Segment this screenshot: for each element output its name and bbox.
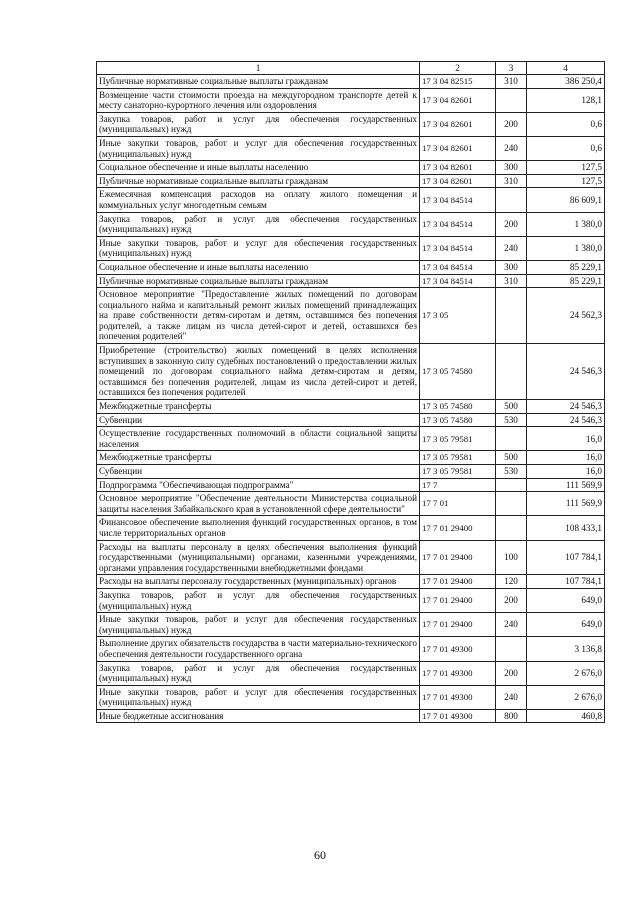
row-expense-type-cell: 500 <box>496 400 527 414</box>
row-amount-cell: 16,0 <box>527 465 605 479</box>
row-amount-cell: 107 784,1 <box>527 575 605 589</box>
row-expense-type-cell <box>496 516 527 540</box>
row-amount-cell: 108 433,1 <box>527 516 605 540</box>
row-expense-type-cell: 120 <box>496 575 527 589</box>
row-code-cell: 17 7 01 49300 <box>420 709 496 723</box>
row-name-cell: Межбюджетные трансферты <box>97 400 420 414</box>
row-expense-type-cell <box>496 478 527 492</box>
table-row <box>97 478 605 492</box>
row-amount-cell: 3 136,8 <box>527 637 605 661</box>
row-amount-cell: 649,0 <box>527 613 605 637</box>
table-row <box>97 516 605 540</box>
row-amount-cell: 111 569,9 <box>527 478 605 492</box>
row-expense-type-cell: 240 <box>496 613 527 637</box>
table-row <box>97 588 605 612</box>
table-row <box>97 661 605 685</box>
table-row <box>97 400 605 414</box>
row-expense-type-cell: 300 <box>496 260 527 274</box>
table-row <box>97 75 605 89</box>
row-expense-type-cell: 310 <box>496 75 527 89</box>
row-expense-type-cell: 530 <box>496 413 527 427</box>
row-expense-type-cell: 100 <box>496 540 527 575</box>
row-expense-type-cell <box>496 288 527 344</box>
row-expense-type-cell: 300 <box>496 161 527 175</box>
row-code-cell: 17 3 05 74580 <box>420 344 496 400</box>
row-expense-type-cell: 200 <box>496 112 527 136</box>
column-header-4: 4 <box>527 62 605 75</box>
table-row <box>97 136 605 160</box>
row-code-cell: 17 3 04 82601 <box>420 136 496 160</box>
row-name-cell: Выполнение других обязательств государства в части материально-технического обеспечения деятельности государственного органа <box>97 637 420 661</box>
row-amount-cell: 24 546,3 <box>527 400 605 414</box>
row-amount-cell: 460,8 <box>527 709 605 723</box>
row-name-cell: Субвенции <box>97 465 420 479</box>
table-row <box>97 451 605 465</box>
row-code-cell: 17 7 01 49300 <box>420 637 496 661</box>
row-amount-cell: 85 229,1 <box>527 274 605 288</box>
row-expense-type-cell: 800 <box>496 709 527 723</box>
row-code-cell: 17 3 04 82515 <box>420 75 496 89</box>
row-amount-cell: 127,5 <box>527 161 605 175</box>
row-expense-type-cell: 200 <box>496 212 527 236</box>
row-name-cell: Публичные нормативные социальные выплаты гражданам <box>97 274 420 288</box>
row-name-cell: Социальное обеспечение и иные выплаты населению <box>97 260 420 274</box>
table-row <box>97 492 605 516</box>
row-name-cell: Финансовое обеспечение выполнения функций государственных органов, в том числе территориальных органов <box>97 516 420 540</box>
row-code-cell: 17 7 01 29400 <box>420 575 496 589</box>
row-code-cell: 17 7 01 29400 <box>420 588 496 612</box>
row-amount-cell: 24 546,3 <box>527 413 605 427</box>
row-name-cell: Социальное обеспечение и иные выплаты населению <box>97 161 420 175</box>
table-row <box>97 88 605 112</box>
row-code-cell: 17 3 04 82601 <box>420 174 496 188</box>
table-row <box>97 413 605 427</box>
row-code-cell: 17 3 05 74580 <box>420 400 496 414</box>
row-name-cell: Иные закупки товаров, работ и услуг для обеспечения государственных (муниципальных) нужд <box>97 685 420 709</box>
row-amount-cell: 111 569,9 <box>527 492 605 516</box>
table-row <box>97 344 605 400</box>
row-expense-type-cell: 200 <box>496 588 527 612</box>
row-expense-type-cell <box>496 637 527 661</box>
row-name-cell: Публичные нормативные социальные выплаты гражданам <box>97 75 420 89</box>
table-row <box>97 637 605 661</box>
row-amount-cell: 86 609,1 <box>527 188 605 212</box>
table-row <box>97 613 605 637</box>
row-name-cell: Иные закупки товаров, работ и услуг для обеспечения государственных (муниципальных) нужд <box>97 236 420 260</box>
row-expense-type-cell: 500 <box>496 451 527 465</box>
row-expense-type-cell: 240 <box>496 685 527 709</box>
row-name-cell: Расходы на выплаты персоналу государственных (муниципальных) органов <box>97 575 420 589</box>
row-code-cell: 17 7 <box>420 478 496 492</box>
row-code-cell: 17 7 01 29400 <box>420 613 496 637</box>
row-name-cell: Публичные нормативные социальные выплаты гражданам <box>97 174 420 188</box>
row-amount-cell: 107 784,1 <box>527 540 605 575</box>
row-name-cell: Ежемесячная компенсация расходов на оплату жилого помещения и коммунальных услуг многодетным семьям <box>97 188 420 212</box>
row-code-cell: 17 3 05 79581 <box>420 451 496 465</box>
row-code-cell: 17 7 01 <box>420 492 496 516</box>
row-amount-cell: 386 250,4 <box>527 75 605 89</box>
row-expense-type-cell <box>496 344 527 400</box>
row-amount-cell: 2 676,0 <box>527 661 605 685</box>
row-expense-type-cell: 240 <box>496 236 527 260</box>
row-expense-type-cell: 200 <box>496 661 527 685</box>
page-number: 60 <box>314 848 326 862</box>
table-row <box>97 427 605 451</box>
row-expense-type-cell: 530 <box>496 465 527 479</box>
row-amount-cell: 85 229,1 <box>527 260 605 274</box>
row-code-cell: 17 3 05 79581 <box>420 427 496 451</box>
row-name-cell: Иные закупки товаров, работ и услуг для обеспечения государственных (муниципальных) нужд <box>97 613 420 637</box>
table-row <box>97 161 605 175</box>
row-code-cell: 17 3 05 <box>420 288 496 344</box>
table-row <box>97 174 605 188</box>
column-header-1: 1 <box>97 62 420 75</box>
row-name-cell: Закупка товаров, работ и услуг для обеспечения государственных (муниципальных) нужд <box>97 112 420 136</box>
row-name-cell: Осуществление государственных полномочий в области социальной защиты населения <box>97 427 420 451</box>
row-expense-type-cell <box>496 427 527 451</box>
table-row <box>97 288 605 344</box>
row-code-cell: 17 3 04 84514 <box>420 212 496 236</box>
row-name-cell: Приобретение (строительство) жилых помещений в целях исполнения вступивших в законную силу судебных постановлений о предоставлении жилых помещений по договорам социального найма детям-сиротам и детям, оставшимся без попечения родителей, лицам из числа детей-сирот и детей, оставшихся без попечения родителей <box>97 344 420 400</box>
row-name-cell: Межбюджетные трансферты <box>97 451 420 465</box>
row-code-cell: 17 3 04 84514 <box>420 188 496 212</box>
row-name-cell: Закупка товаров, работ и услуг для обеспечения государственных (муниципальных) нужд <box>97 661 420 685</box>
row-name-cell: Иные бюджетные ассигнования <box>97 709 420 723</box>
row-name-cell: Основное мероприятие "Обеспечение деятельности Министерства социальной защиты населения Забайкальского края в установленной сфере деятельности" <box>97 492 420 516</box>
row-expense-type-cell: 310 <box>496 174 527 188</box>
table-row <box>97 236 605 260</box>
row-amount-cell: 0,6 <box>527 136 605 160</box>
row-amount-cell: 24 562,3 <box>527 288 605 344</box>
row-expense-type-cell: 240 <box>496 136 527 160</box>
row-expense-type-cell: 310 <box>496 274 527 288</box>
row-name-cell: Закупка товаров, работ и услуг для обеспечения государственных (муниципальных) нужд <box>97 212 420 236</box>
row-amount-cell: 24 546,3 <box>527 344 605 400</box>
row-amount-cell: 2 676,0 <box>527 685 605 709</box>
column-header-2: 2 <box>420 62 496 75</box>
budget-table <box>96 61 605 723</box>
row-code-cell: 17 7 01 29400 <box>420 516 496 540</box>
table-row <box>97 540 605 575</box>
row-amount-cell: 127,5 <box>527 174 605 188</box>
row-code-cell: 17 3 04 82601 <box>420 112 496 136</box>
row-amount-cell: 128,1 <box>527 88 605 112</box>
row-name-cell: Основное мероприятие "Предоставление жилых помещений по договорам социального найма и капитальный ремонт жилых помещений принадлежащих на праве собственности детям-сиротам и детям, оставшимся без попечения родителей, а также лицам из числа детей-сирот и детей, оставшихся без попечения родителей" <box>97 288 420 344</box>
row-expense-type-cell <box>496 188 527 212</box>
row-amount-cell: 1 380,0 <box>527 212 605 236</box>
row-expense-type-cell <box>496 492 527 516</box>
row-amount-cell: 649,0 <box>527 588 605 612</box>
table-row <box>97 465 605 479</box>
table-row <box>97 709 605 723</box>
row-name-cell: Возмещение части стоимости проезда на междугородном транспорте детей к месту санаторно-курортного лечения или оздоровления <box>97 88 420 112</box>
row-name-cell: Закупка товаров, работ и услуг для обеспечения государственных (муниципальных) нужд <box>97 588 420 612</box>
row-code-cell: 17 3 05 74580 <box>420 413 496 427</box>
row-expense-type-cell <box>496 88 527 112</box>
table-row <box>97 575 605 589</box>
row-code-cell: 17 3 05 79581 <box>420 465 496 479</box>
row-code-cell: 17 7 01 49300 <box>420 661 496 685</box>
row-amount-cell: 16,0 <box>527 451 605 465</box>
table-row <box>97 212 605 236</box>
table-header-row <box>97 62 605 75</box>
row-code-cell: 17 3 04 84514 <box>420 260 496 274</box>
row-code-cell: 17 3 04 84514 <box>420 236 496 260</box>
row-code-cell: 17 7 01 29400 <box>420 540 496 575</box>
table-body <box>97 75 605 723</box>
table-row <box>97 260 605 274</box>
table-row <box>97 274 605 288</box>
row-amount-cell: 16,0 <box>527 427 605 451</box>
table-row <box>97 685 605 709</box>
column-header-3: 3 <box>496 62 527 75</box>
row-code-cell: 17 7 01 49300 <box>420 685 496 709</box>
row-code-cell: 17 3 04 84514 <box>420 274 496 288</box>
row-name-cell: Расходы на выплаты персоналу в целях обеспечения выполнения функций государственными (муниципальными) органами, казенными учреждениями, органами управления государственными внебюджетными фондами <box>97 540 420 575</box>
row-name-cell: Подпрограмма "Обеспечивающая подпрограмма" <box>97 478 420 492</box>
row-amount-cell: 1 380,0 <box>527 236 605 260</box>
row-name-cell: Иные закупки товаров, работ и услуг для обеспечения государственных (муниципальных) нужд <box>97 136 420 160</box>
row-name-cell: Субвенции <box>97 413 420 427</box>
table-row <box>97 112 605 136</box>
row-code-cell: 17 3 04 82601 <box>420 88 496 112</box>
row-code-cell: 17 3 04 82601 <box>420 161 496 175</box>
row-amount-cell: 0,6 <box>527 112 605 136</box>
table-row <box>97 188 605 212</box>
